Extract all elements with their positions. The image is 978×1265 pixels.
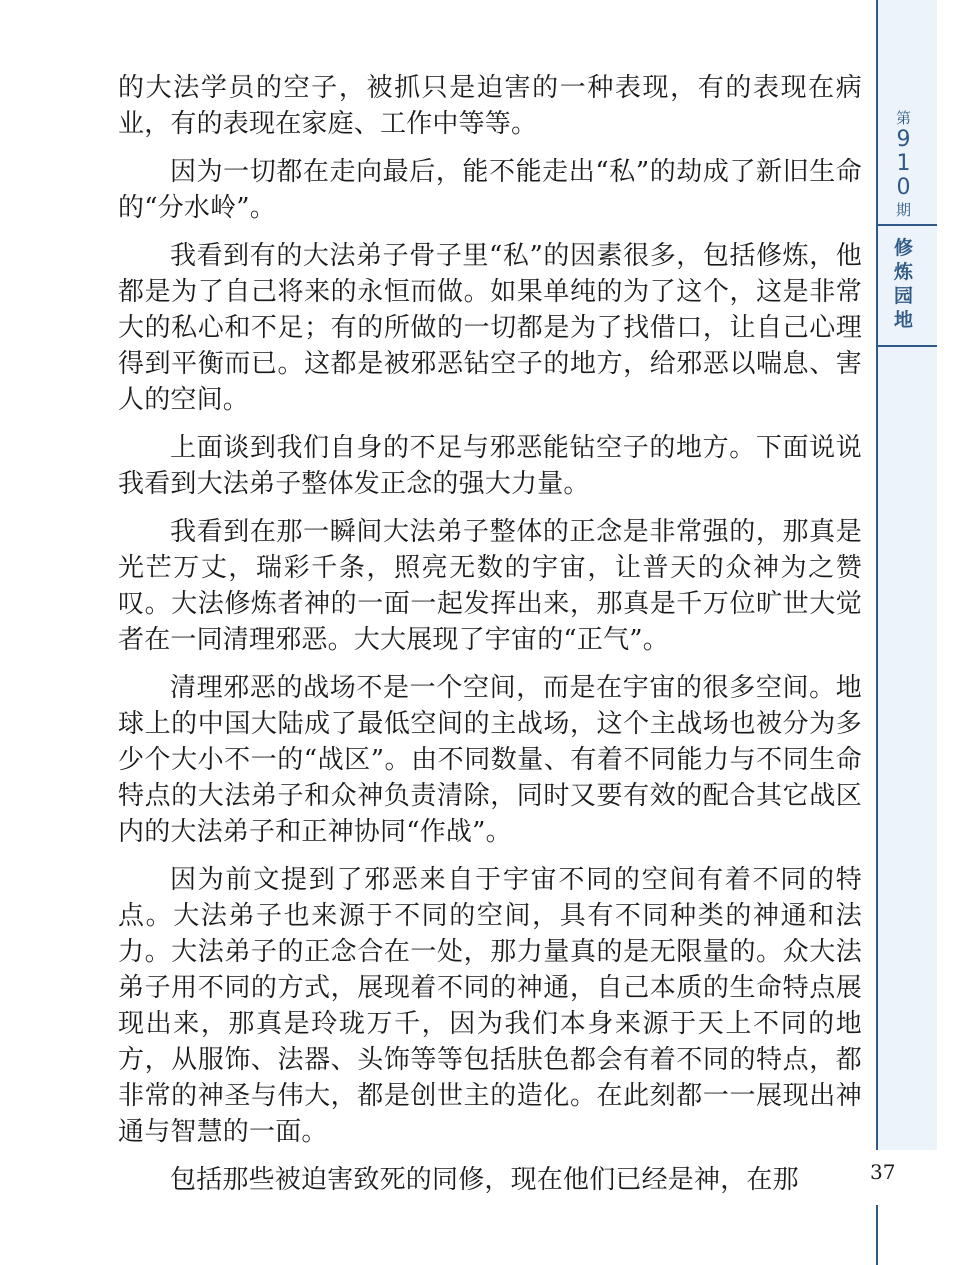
issue-number bbox=[878, 108, 937, 224]
section-char: 园 bbox=[893, 285, 913, 307]
margin-rule bbox=[876, 1205, 878, 1265]
issue-digit: 1 bbox=[896, 151, 911, 176]
page-number: 37 bbox=[870, 1160, 896, 1184]
sidebar-divider bbox=[878, 345, 937, 347]
paragraph: 清理邪恶的战场不是一个空间，而是在宇宙的很多空间。地球上的中国大陆成了最低空间的主战场，这个主战场也被分为多少个大小不一的“战区”。由不同数量、有着不同能力与不同生命特点的大法弟子和众神负责清除，同时又要有效的配合其它战区内的大法弟子和正神协同“作战”。 bbox=[118, 673, 862, 847]
paragraph: 包括那些被迫害致死的同修，现在他们已经是神，在那 bbox=[170, 1165, 799, 1195]
issue-suffix: 期 bbox=[895, 201, 911, 219]
sidebar-divider bbox=[878, 224, 937, 226]
section-char: 炼 bbox=[893, 261, 913, 283]
section-char: 修 bbox=[893, 237, 913, 259]
section-char: 地 bbox=[893, 309, 913, 331]
paragraph: 我看到在那一瞬间大法弟子整体的正念是非常强的，那真是光芒万丈，瑞彩千条，照亮无数的宇宙，让普天的众神为之赞叹。大法修炼者神的一面一起发挥出来，那真是千万位旷世大觉者在一同清理邪恶。大大展现了宇宙的“正气”。 bbox=[118, 517, 862, 655]
paragraph: 的大法学员的空子，被抓只是迫害的一种表现，有的表现在病业，有的表现在家庭、工作中等等。 bbox=[118, 73, 862, 139]
article-body bbox=[118, 70, 862, 1210]
paragraph: 因为前文提到了邪恶来自于宇宙不同的空间有着不同的特点。大法弟子也来源于不同的空间，具有不同种类的神通和法力。大法弟子的正念合在一处，那力量真的是无限量的。众大法弟子用不同的方式，展现着不同的神通，自己本质的生命特点展现出来，那真是玲珑万千，因为我们本身来源于天上不同的地方，从服饰、法器、头饰等等包括肤色都会有着不同的特点，都非常的神圣与伟大，都是创世主的造化。在此刻都一一展现出神通与智慧的一面。 bbox=[118, 865, 862, 1147]
issue-digit: 9 bbox=[896, 127, 911, 152]
issue-digit: 0 bbox=[896, 175, 911, 200]
paragraph: 我看到有的大法弟子骨子里“私”的因素很多，包括修炼，他都是为了自己将来的永恒而做。如果单纯的为了这个，这是非常大的私心和不足；有的所做的一切都是为了找借口，让自己心理得到平衡而已。这都是被邪恶钻空子的地方，给邪恶以喘息、害人的空间。 bbox=[118, 241, 862, 415]
section-title bbox=[878, 236, 937, 332]
issue-prefix: 第 bbox=[895, 109, 911, 127]
paragraph: 上面谈到我们自身的不足与邪恶能钻空子的地方。下面说说我看到大法弟子整体发正念的强大力量。 bbox=[118, 433, 862, 499]
paragraph: 因为一切都在走向最后，能不能走出“私”的劫成了新旧生命的“分水岭”。 bbox=[118, 157, 862, 223]
sidebar-tab bbox=[876, 0, 937, 1150]
